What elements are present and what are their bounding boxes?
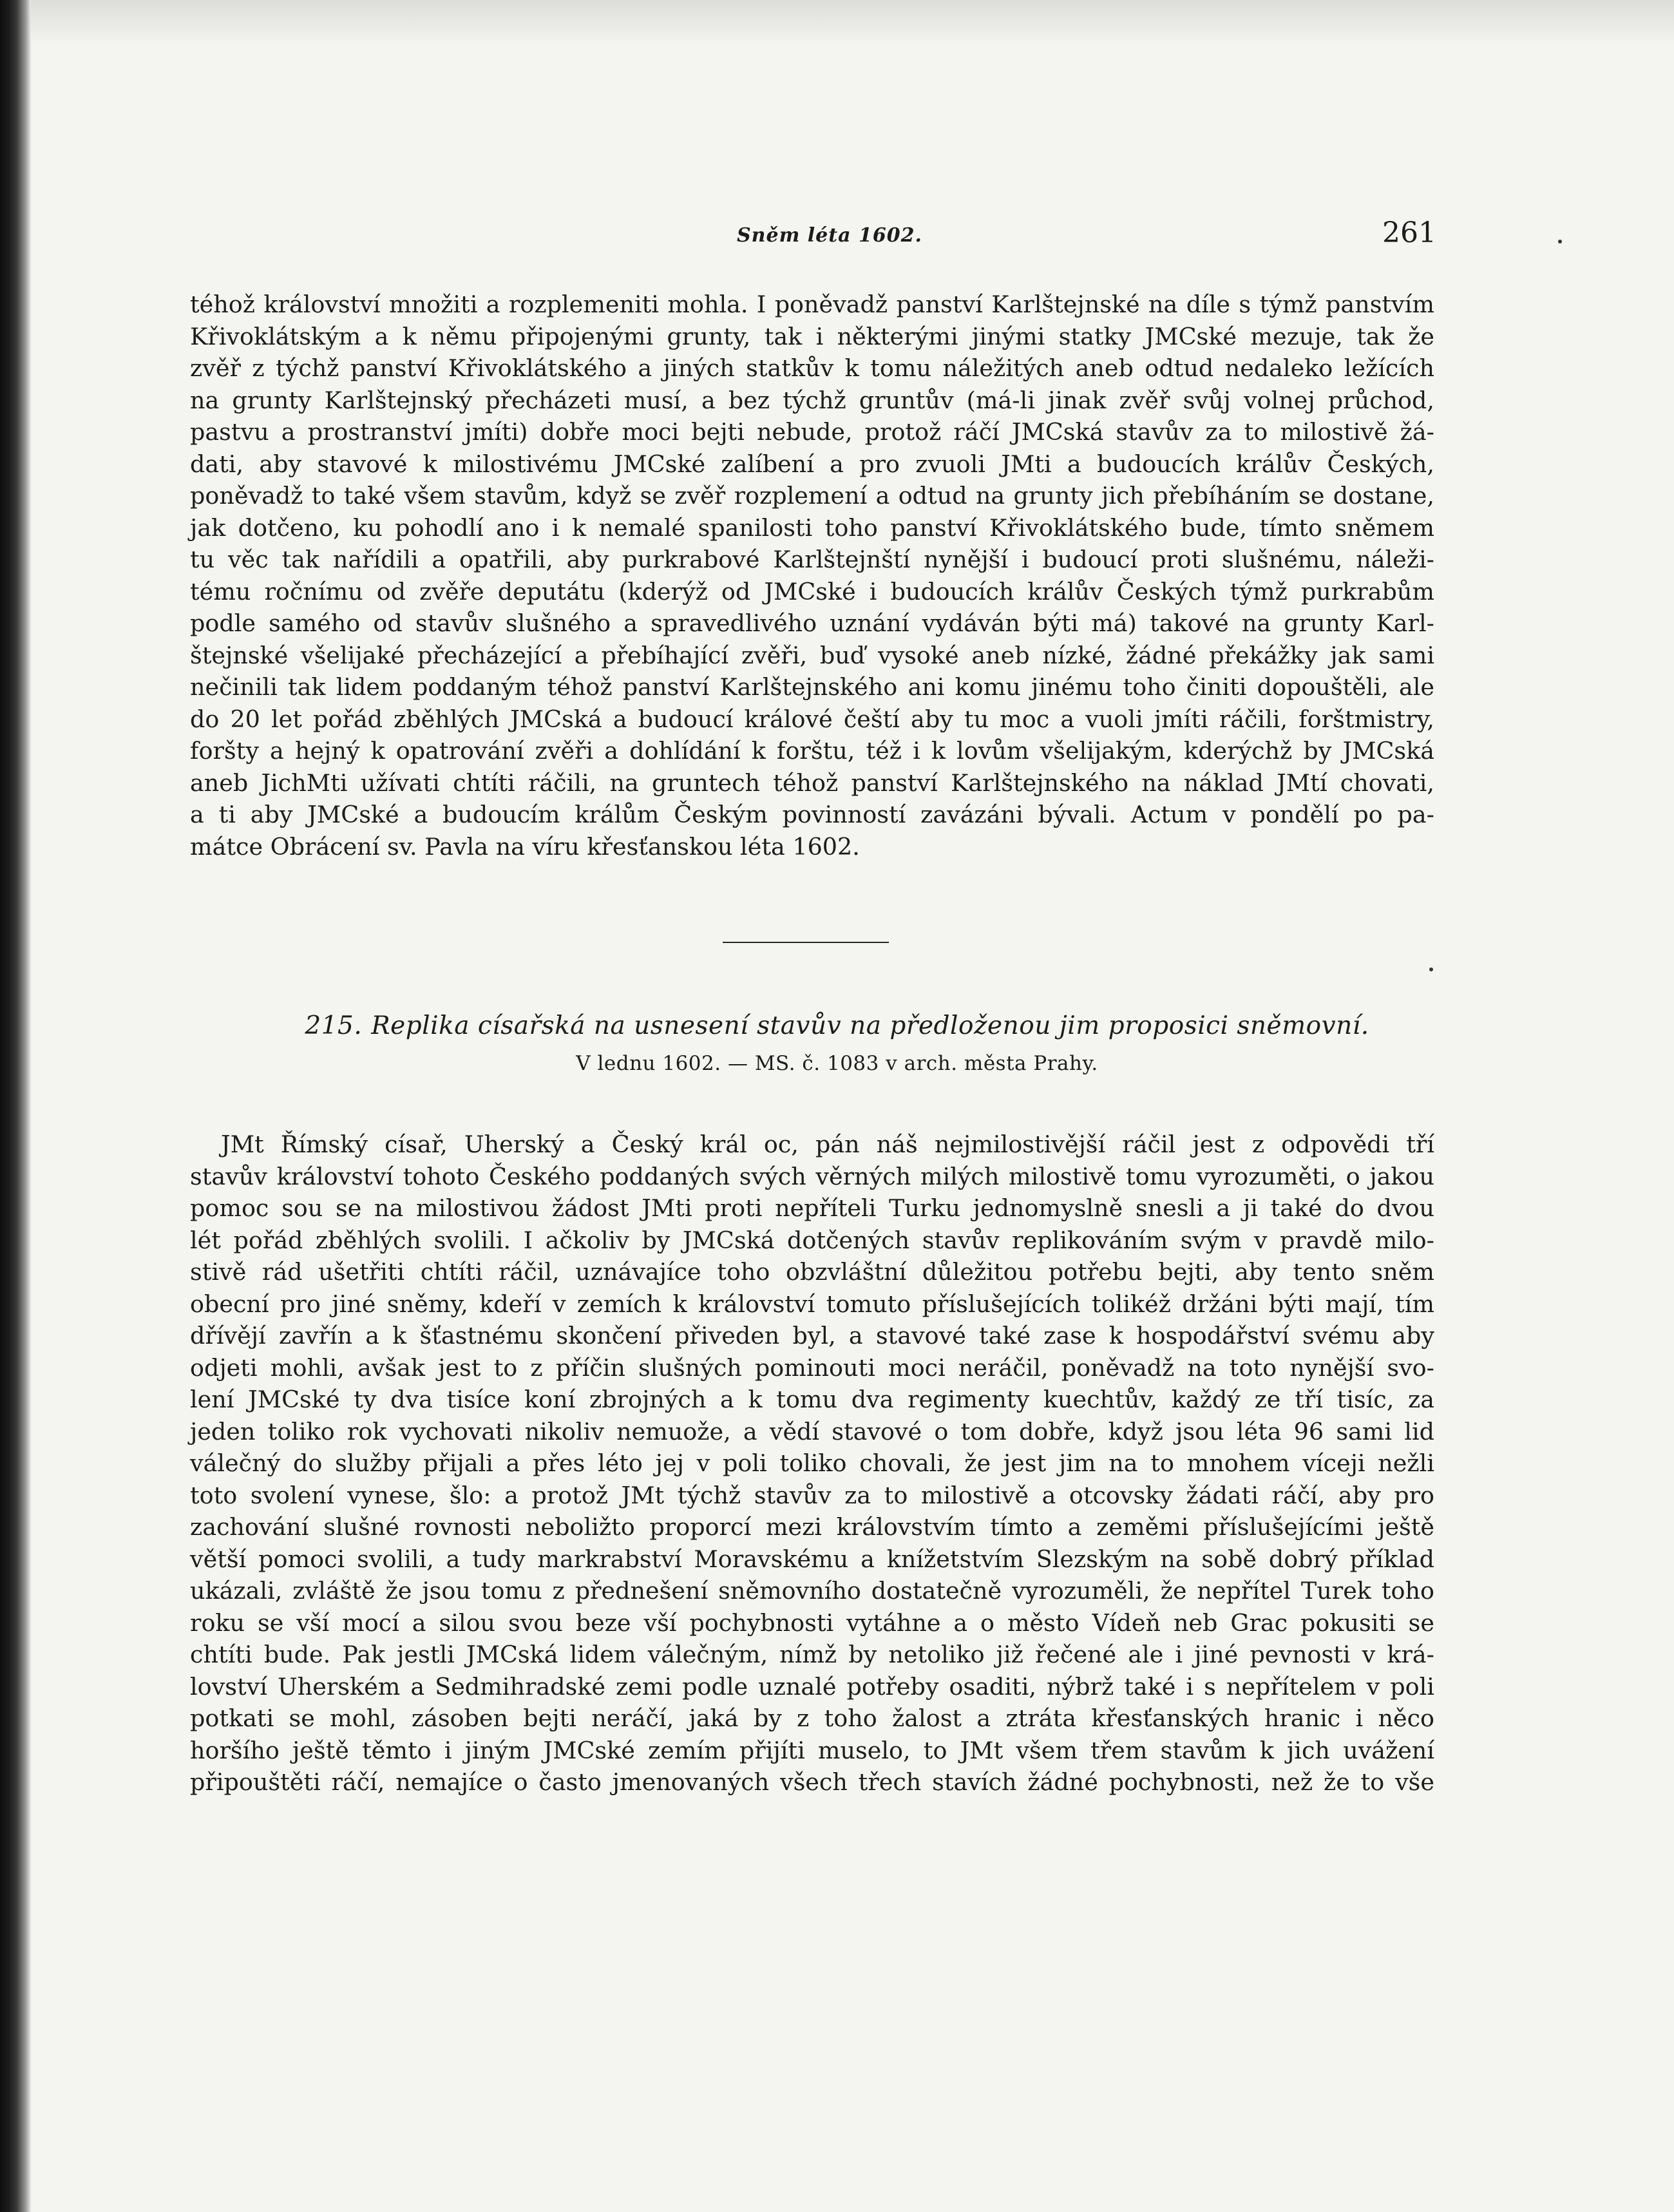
paragraph-main: [190, 1129, 1434, 1798]
text-line: pomoc sou se na milostivou žádost JMti proti nepříteli Turku jednomyslně snesli a ji také do dvou: [190, 1194, 1434, 1222]
text-line: foršty a hejný k opatrování zvěři a dohlídání k forštu, též i k lovům všelijakým, kderýchž by JMCská: [190, 737, 1434, 765]
text-line: štejnské všelijaké přecházející a přebíhající zvěři, buď vysoké aneb nízké, žádné překážky jak sami: [190, 641, 1434, 669]
text-line: aneb JichMti užívati chtíti ráčili, na gruntech téhož panství Karlštejnského na náklad JMtí chovati,: [190, 768, 1434, 797]
text-line: chtíti bude. Pak jestli JMCská lidem válečným, nímž by netoliko již řečené ale i jiné pevnosti v krá-: [190, 1641, 1434, 1668]
text-line: stavův království tohoto Českého poddaných svých věrných milých milostivě tomu vyrozuměti, o jakou: [190, 1162, 1434, 1190]
paragraph-continuation: [190, 289, 1434, 863]
section-heading: [0, 1011, 1674, 1040]
text-line: jak dotčeno, ku pohodlí ano i k nemalé spanilosti toho panství Křivoklátského bude, tímto sněmem: [190, 513, 1434, 542]
text-line: lení JMCské ty dva tisíce koní zbrojných a k tomu dva regimenty kuechtův, každý ze tří tisíc, za: [190, 1386, 1434, 1413]
text-line: zachování slušné rovnosti neboližto proporcí mezi královstvím tímto a zeměmi příslušejícími ještě: [190, 1513, 1434, 1541]
text-line: dřívějí zavřín a k šťastnému skončení přiveden byl, a stavové také zase k hospodářství svému aby: [190, 1322, 1434, 1349]
text-line: podle samého od stavův slušného a spravedlivého uznání vydáván býti má) takové na grunty Karl-: [190, 609, 1434, 637]
text-line-last: mátce Obrácení sv. Pavla na víru křesťanskou léta 1602.: [190, 832, 860, 861]
text-line: tému ročnímu od zvěře deputátu (kderýž od JMCské i budoucích králův Českých týmž purkrabům: [190, 577, 1434, 605]
text-line: připouštěti ráčí, nemajíce o často jmenovaných všech třech stavích žádné pochybnosti, než že to vše: [190, 1768, 1434, 1796]
page-header: [0, 213, 1674, 264]
scan-speck: [1558, 240, 1562, 243]
text-line: ukázali, zvláště že jsou tomu z přednešení sněmovního dostatečně vyrozuměli, že nepřítel Turek toho: [190, 1577, 1434, 1605]
text-line: toto svolení vynese, šlo: a protož JMt týchž stavův za to milostivě a otcovsky žádati ráčí, aby pro: [190, 1481, 1434, 1509]
scan-speck: [1429, 968, 1433, 971]
text-line: zvěř z týchž panství Křivoklátského a jiných statkův k tomu náležitých aneb odtud nedaleko ležících: [190, 354, 1434, 382]
section-source: V lednu 1602. — MS. č. 1083 v arch. města Prahy.: [576, 1052, 1098, 1075]
text-line: odjeti mohli, avšak jest to z příčin slušných pominouti moci neráčil, poněvadž na toto nynější svo-: [190, 1353, 1434, 1382]
section-divider: [723, 942, 889, 943]
text-line: a ti aby JMCské a budoucím králům Českým povinností zavázáni bývali. Actum v pondělí po pa-: [190, 801, 1434, 828]
text-line: tu věc tak nařídili a opatřili, aby purkrabové Karlštejnští nynější i budoucí proti slušnému, náleži-: [190, 546, 1434, 573]
text-line: roku se vší mocí a silou svou beze vší pochybnosti vytáhne a o město Vídeň neb Grac pokusiti se: [190, 1608, 1434, 1637]
text-line: stivě rád ušetřiti chtíti ráčil, uznávajíce toho obzvláštní důležitou potřebu bejti, aby tento sněm: [190, 1258, 1434, 1286]
scan-top-shadow: [31, 0, 1674, 45]
text-line: na grunty Karlštejnský přecházeti musí, a bez týchž gruntův (má-li jinak zvěř svůj volnej průchod,: [190, 386, 1434, 414]
text-line: téhož království množiti a rozplemeniti mohla. I poněvadž panství Karlštejnské na díle s týmž panstvím: [190, 291, 1434, 318]
scan-dark-edge: [0, 0, 31, 2212]
text-line: nečinili tak lidem poddaným téhož panství Karlštejnského ani komu jinému toho činiti dopouštěli, ale: [190, 673, 1434, 701]
text-line: lét pořád zběhlých svolili. I ačkoliv by JMCská dotčených stavův replikováním svým v pravdě milo-: [190, 1226, 1434, 1254]
text-line: větší pomoci svolili, a tudy markrabství Moravskému a knížetstvím Slezským na sobě dobrý příklad: [190, 1545, 1434, 1573]
text-line: horšího ještě těmto i jiným JMCské zemím přijíti muselo, to JMt všem třem stavům k jich uvážení: [190, 1736, 1434, 1764]
text-line: lovství Uherském a Sedmihradské zemi podle uznalé potřeby osaditi, nýbrž také i s nepřítelem v poli: [190, 1672, 1434, 1701]
text-line: válečný do služby přijali a přes léto jej v poli toliko chovali, že jest jim na to mnohem víceji nežli: [190, 1449, 1434, 1477]
text-line: jeden toliko rok vychovati nikoliv nemuože, a vědí stavové o tom dobře, když jsou léta 96 sami lid: [190, 1417, 1434, 1445]
text-line: poněvadž to také všem stavům, když se zvěř rozplemení a odtud na grunty jich přebíháním se dostane,: [190, 482, 1434, 510]
text-line: potkati se mohl, zásoben bejti neráčí, jaká by z toho žalost a ztráta křesťanských hranic i něco: [190, 1704, 1434, 1732]
running-title: Sněm léta 1602.: [737, 224, 922, 247]
text-line: pastvu a prostranství jmíti) dobře moci bejti nebude, protož ráčí JMCská stavův za to milostivě žá-: [190, 418, 1434, 446]
page-number: 261: [1382, 216, 1436, 249]
text-line-first: JMt Římský císař, Uherský a Český král oc, pán náš nejmilostivější ráčil jest z odpovědi tří: [221, 1130, 1434, 1158]
text-line: dati, aby stavové k milostivému JMCské zalíbení a pro zvuoli JMti a budoucích králův Českých,: [190, 450, 1434, 478]
section-title: Replika císařská na usnesení stavův na předloženou jim proposici sněmovní.: [371, 1011, 1369, 1040]
section-number: 215.: [305, 1011, 363, 1040]
text-line: Křivoklátským a k němu připojenými grunty, tak i některými jinými statky JMCské mezuje, tak že: [190, 322, 1434, 350]
text-line: obecní pro jiné sněmy, kdeří v zemích k království tomuto příslušejících tolikéž držáni býti mají, tím: [190, 1290, 1434, 1318]
text-line: do 20 let pořád zběhlých JMCská a budoucí králové čeští aby tu moc a vuoli jmíti ráčili, forštmistry,: [190, 705, 1434, 733]
